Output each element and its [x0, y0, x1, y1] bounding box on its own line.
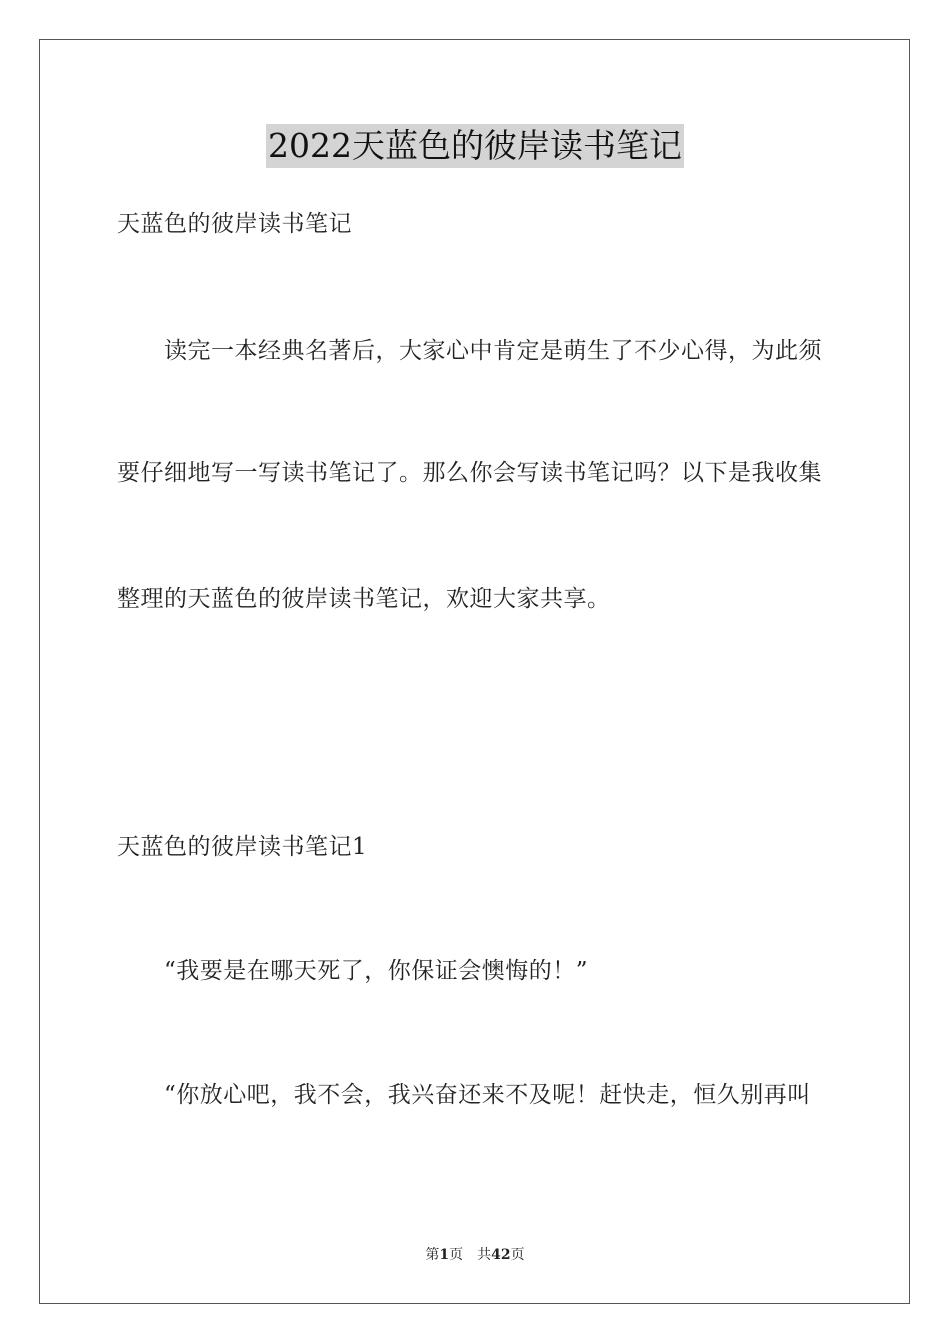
subtitle-line: 天蓝色的彼岸读书笔记 — [117, 211, 352, 237]
paragraph-line: 要仔细地写一写读书笔记了。那么你会写读书笔记吗？以下是我收集 — [117, 460, 822, 486]
page-prefix: 第 — [425, 1247, 440, 1263]
document-title: 2022天蓝色的彼岸读书笔记 — [266, 124, 684, 168]
title-container — [0, 124, 950, 168]
paragraph-line: 读完一本经典名著后，大家心中肯定是萌生了不少心得，为此须 — [164, 338, 822, 364]
page-footer — [0, 1245, 950, 1265]
current-page-number: 1 — [439, 1247, 450, 1263]
total-prefix: 共 — [477, 1247, 492, 1263]
total-pages-number: 42 — [491, 1247, 511, 1263]
paragraph-line: “你放心吧，我不会，我兴奋还来不及呢！赶快走，恒久别再叫 — [164, 1082, 811, 1108]
paragraph-line: “我要是在哪天死了，你保证会懊悔的！” — [164, 958, 589, 984]
paragraph-line: 整理的天蓝色的彼岸读书笔记，欢迎大家共享。 — [117, 586, 611, 612]
total-suffix: 页 — [510, 1247, 525, 1263]
page-suffix: 页 — [449, 1247, 464, 1263]
section-heading: 天蓝色的彼岸读书笔记1 — [117, 834, 368, 860]
